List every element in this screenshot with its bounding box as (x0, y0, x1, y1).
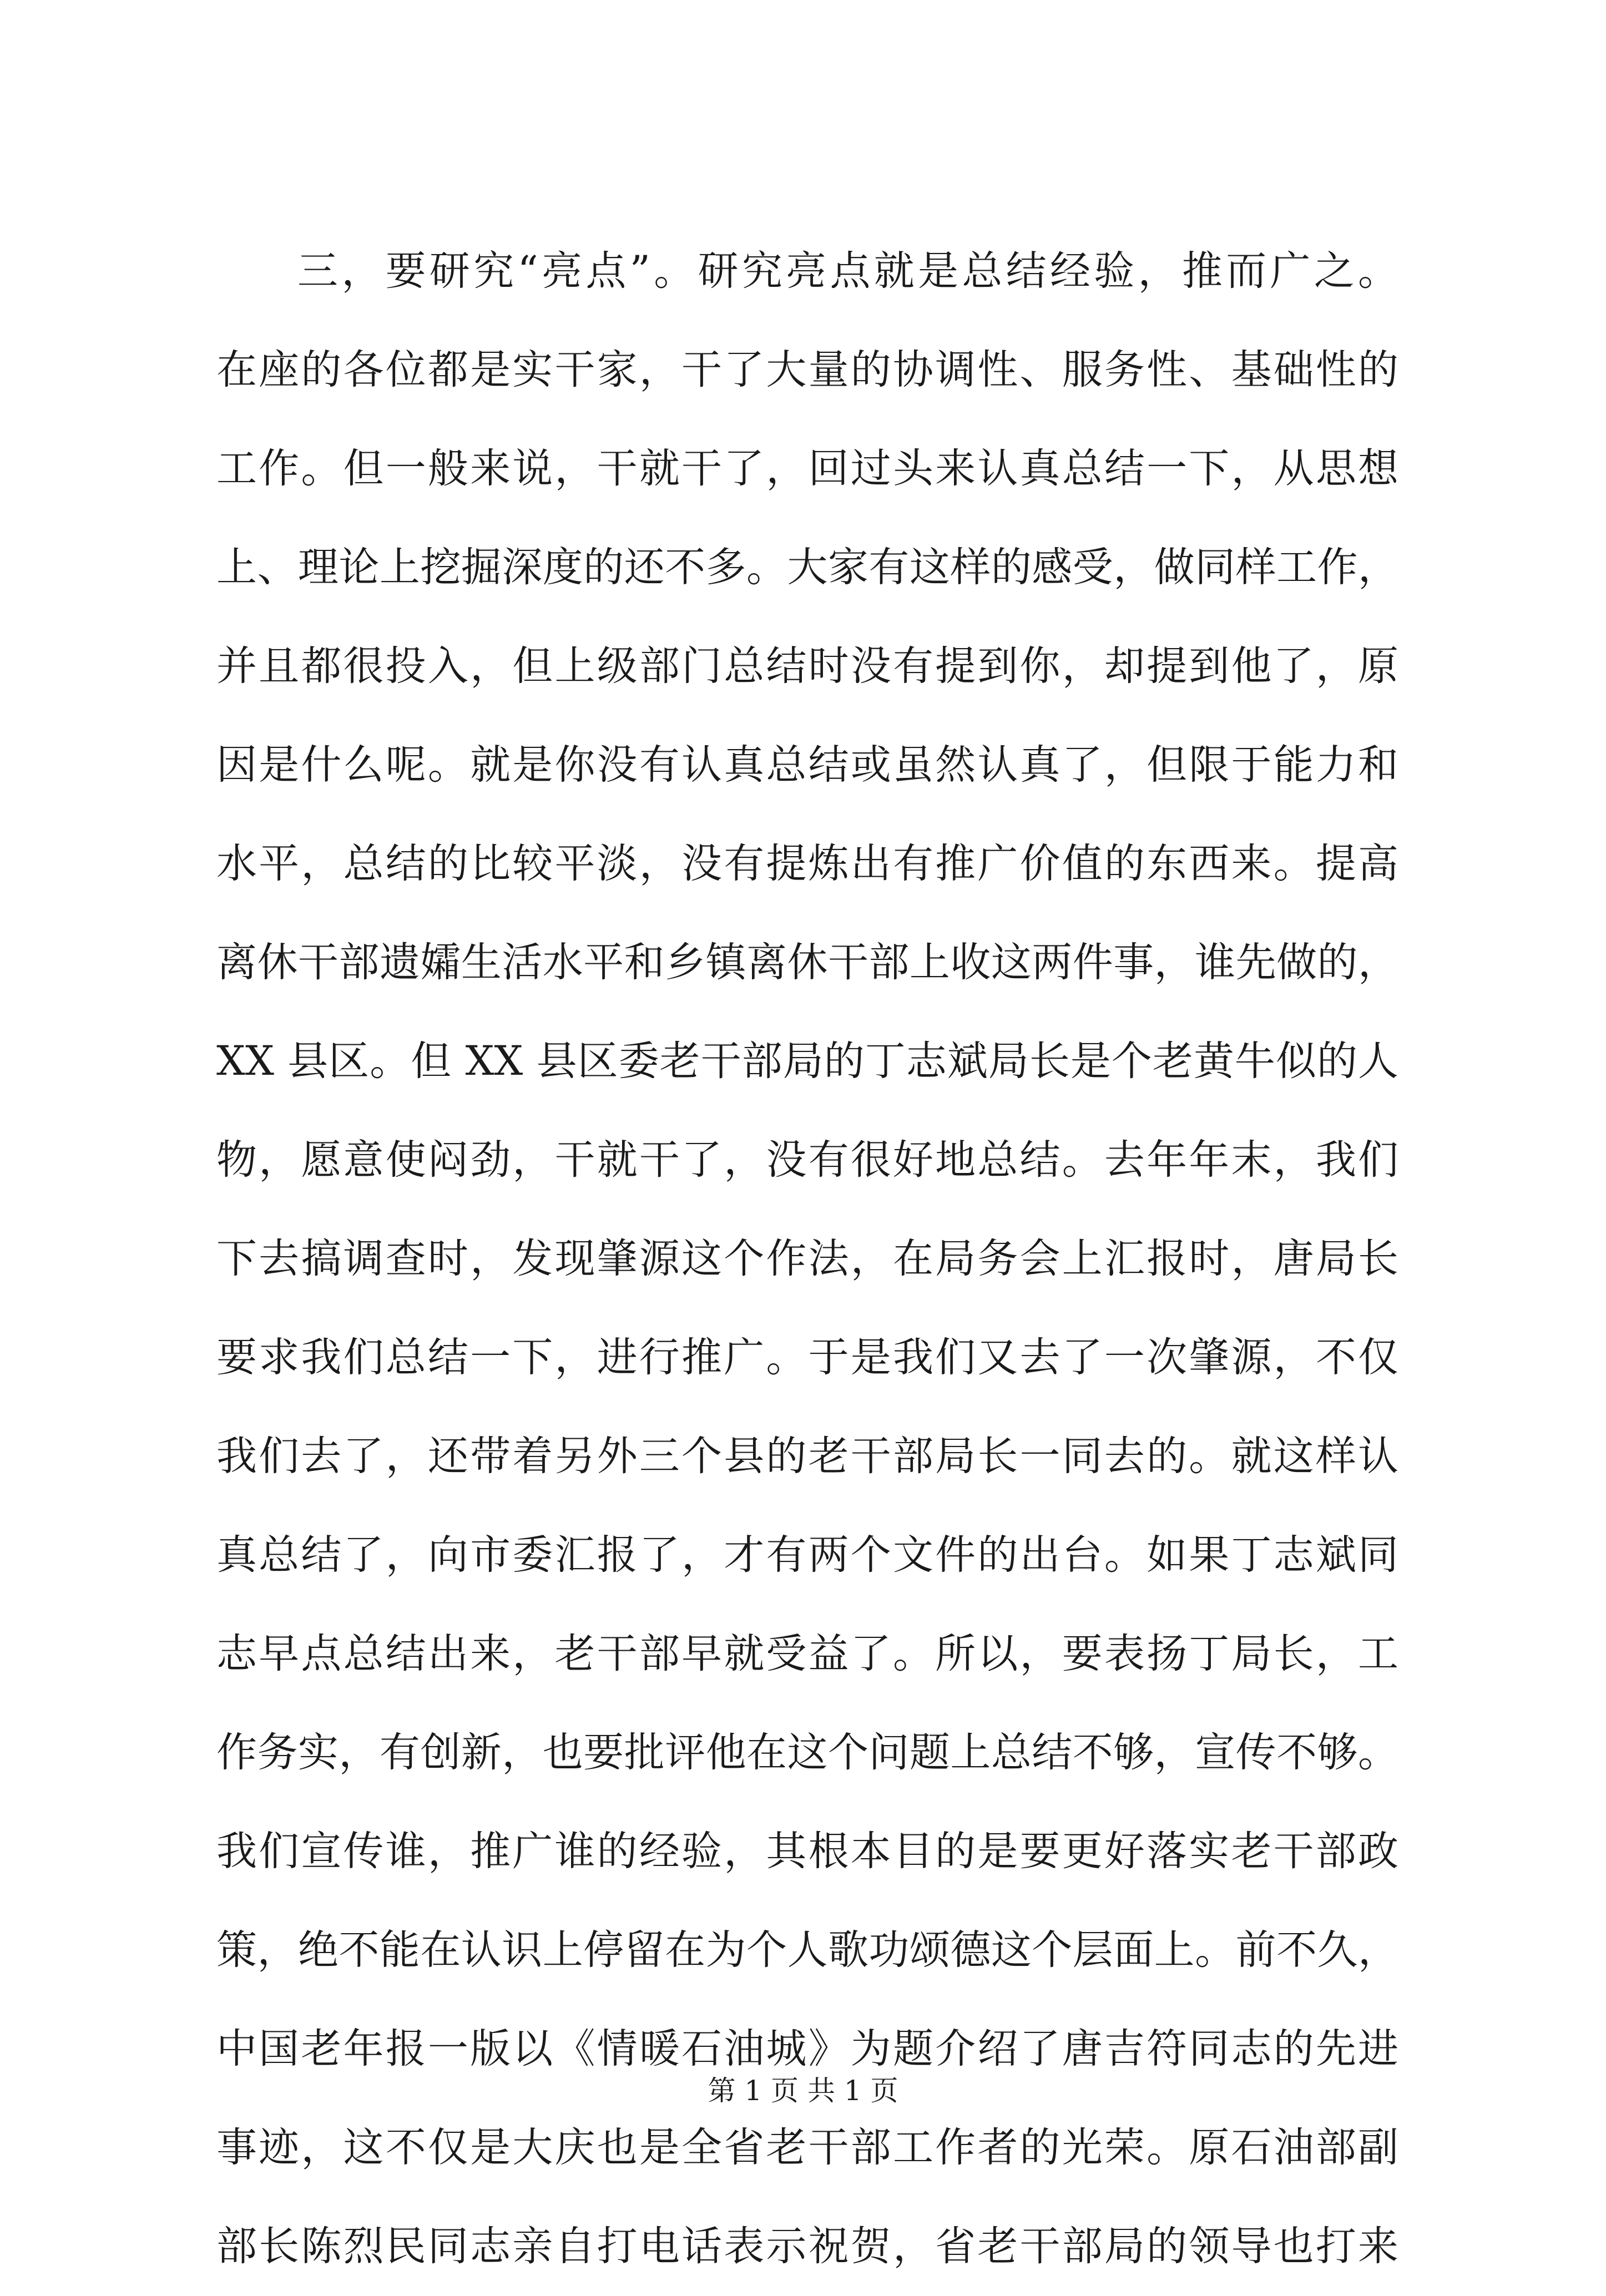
text-line: 部长陈烈民同志亲自打电话表示祝贺，省老干部局的领导也打来 (216, 2223, 1398, 2270)
text-line: 水平，总结的比较平淡，没有提炼出有推广价值的东西来。提高 (216, 840, 1398, 887)
text-line: 策，绝不能在认识上停留在为个人歌功颂德这个层面上。前不久， (216, 1926, 1398, 1974)
text-line: 因是什么呢。就是你没有认真总结或虽然认真了，但限于能力和 (216, 741, 1398, 788)
text-line: 要求我们总结一下，进行推广。于是我们又去了一次肇源，不仅 (216, 1334, 1398, 1381)
text-line: 在座的各位都是实干家，干了大量的协调性、服务性、基础性的 (216, 346, 1398, 393)
page-footer (0, 2069, 1606, 2108)
text-line: 三，要研究“亮点”。研究亮点就是总结经验，推而广之。 (297, 247, 1398, 295)
text-line: 我们去了，还带着另外三个县的老干部局长一同去的。就这样认 (216, 1433, 1398, 1480)
text-line: 我们宣传谁，推广谁的经验，其根本目的是要更好落实老干部政 (216, 1828, 1398, 1875)
text-line: 离休干部遗孀生活水平和乡镇离休干部上收这两件事，谁先做的， (216, 939, 1398, 986)
text-line: 真总结了，向市委汇报了，才有两个文件的出台。如果丁志斌同 (216, 1531, 1398, 1579)
text-line: 物，愿意使闷劲，干就干了，没有很好地总结。去年年末，我们 (216, 1136, 1398, 1184)
text-line: 下去搞调查时，发现肇源这个作法，在局务会上汇报时，唐局长 (216, 1235, 1398, 1282)
text-line: 志早点总结出来，老干部早就受益了。所以，要表扬丁局长，工 (216, 1630, 1398, 1677)
text-line: 并且都很投入，但上级部门总结时没有提到你，却提到他了，原 (216, 643, 1398, 690)
page-number: 第 1 页 共 1 页 (708, 2075, 898, 2107)
text-line: 工作。但一般来说，干就干了，回过头来认真总结一下，从思想 (216, 445, 1398, 492)
text-line: 上、理论上挖掘深度的还不多。大家有这样的感受，做同样工作， (216, 544, 1398, 591)
text-line: 中国老年报一版以《情暖石油城》为题介绍了唐吉符同志的先进 (216, 2025, 1398, 2072)
text-line: 事迹，这不仅是大庆也是全省老干部工作者的光荣。原石油部副 (216, 2124, 1398, 2171)
body-text (216, 222, 1398, 2296)
text-line: 作务实，有创新，也要批评他在这个问题上总结不够，宣传不够。 (216, 1729, 1398, 1776)
text-line: XX 县区。但 XX 县区委老干部局的丁志斌局长是个老黄牛似的人 (216, 1038, 1398, 1085)
